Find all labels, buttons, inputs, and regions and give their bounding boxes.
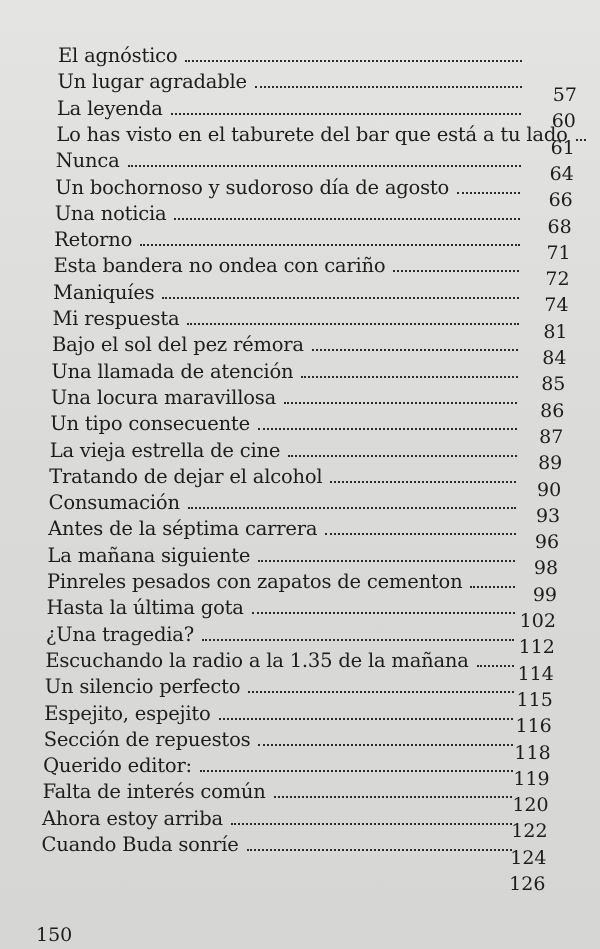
dot-leader [247, 849, 512, 851]
toc-entry-title: Un bochornoso y sudoroso día de agosto [55, 175, 450, 199]
toc-page-number: 126 [509, 873, 546, 895]
dot-leader [248, 691, 513, 693]
toc-page-number: 64 [549, 162, 574, 185]
toc-page-number: 68 [547, 215, 572, 238]
dot-leader [457, 192, 520, 194]
dot-leader [325, 533, 515, 535]
toc-entry-title: La leyenda [56, 96, 163, 120]
dot-leader [312, 349, 518, 351]
toc-entry-title: Maniquíes [53, 280, 155, 304]
dot-leader [187, 323, 518, 325]
toc-page-number: 102 [519, 610, 556, 632]
toc-entry [42, 806, 518, 830]
toc-entry-title: Consumación [48, 491, 180, 515]
toc-entry-title: Espejito, espejito [44, 701, 211, 725]
dot-leader [393, 270, 519, 272]
toc-entry-title: Ahora estoy arriba [42, 806, 223, 830]
toc-entry [43, 782, 519, 802]
toc-entry-title: Un lugar agradable [57, 70, 247, 94]
toc-entry-title: La mañana siguiente [47, 543, 251, 567]
dot-leader [252, 612, 515, 614]
toc-entry [46, 598, 520, 618]
toc-page-number: 96 [534, 531, 560, 554]
toc-entry [50, 414, 523, 434]
toc-entry-title: Tratando de dejar el alcohol [49, 464, 323, 488]
toc-page-number: 84 [542, 347, 567, 369]
toc-page-number: 81 [543, 320, 568, 343]
toc-page-number: 114 [517, 662, 554, 685]
toc-entry-title: La vieja estrella de cine [49, 438, 281, 462]
toc-page-number: 122 [511, 820, 548, 843]
dot-leader [128, 165, 521, 167]
dot-leader [171, 113, 522, 115]
toc-entry-title: Retorno [54, 228, 133, 252]
toc-entry [43, 756, 518, 776]
toc-page-number: 112 [518, 636, 555, 659]
toc-entry [58, 46, 528, 66]
dot-leader [330, 481, 516, 483]
toc-page-number: 124 [510, 846, 547, 869]
toc-entry [49, 493, 522, 513]
dot-leader [274, 796, 513, 798]
toc-entry [52, 335, 524, 355]
toc-page-number: 74 [544, 294, 569, 317]
toc-entry-title: Escuchando la radio a la 1.35 de la mañana [45, 648, 469, 672]
toc-entry [53, 280, 525, 304]
toc-entry-title: Bajo el sol del pez rémora [51, 333, 304, 357]
dot-leader [576, 139, 586, 141]
toc-entry-title: Querido editor: [43, 754, 192, 778]
toc-entry [48, 519, 522, 539]
dot-leader [301, 376, 517, 378]
toc-entry-title: Nunca [55, 149, 120, 173]
toc-entry [56, 122, 568, 146]
dot-leader [140, 244, 519, 246]
toc-entry [51, 359, 523, 383]
dot-leader [188, 507, 516, 509]
page-number: 150 [36, 924, 73, 946]
toc-entry [45, 648, 520, 672]
toc-page-number: 115 [516, 688, 553, 711]
toc-entry [55, 175, 526, 199]
toc-page-number: 116 [515, 715, 552, 738]
toc-page-number: 98 [533, 557, 559, 580]
toc-page-number: 60 [551, 110, 576, 133]
toc-entry [49, 438, 523, 462]
toc-page-number: 66 [548, 189, 573, 212]
toc-page-number: 93 [535, 504, 561, 527]
toc-entry [54, 256, 526, 276]
toc-entry [53, 309, 525, 329]
dot-leader [200, 770, 513, 772]
toc-entry [47, 543, 522, 567]
dot-leader [255, 86, 522, 88]
toc-entry-title: Un silencio perfecto [44, 675, 241, 699]
toc-entry-title: Esta bandera no ondea con cariño [53, 254, 386, 278]
toc-page-number: 71 [546, 241, 571, 264]
dot-leader [162, 297, 518, 299]
toc-entry [47, 572, 521, 592]
toc-page-number: 99 [532, 583, 557, 606]
toc-page-number: 61 [550, 136, 575, 159]
toc-entry-title: Falta de interés común [42, 780, 266, 804]
toc-entry-title: Cuando Buda sonríe [41, 833, 239, 856]
toc-page-number: 120 [512, 794, 549, 817]
toc-entry-title: Pinreles pesados con zapatos de cementon [47, 570, 463, 593]
dot-leader [258, 428, 517, 430]
toc-page-number: 89 [538, 452, 563, 475]
dot-leader [258, 560, 515, 562]
toc-entry-title: Hasta la última gota [46, 596, 244, 620]
toc-entry-title: Una locura maravillosa [50, 385, 277, 409]
dot-leader [219, 718, 514, 720]
dot-leader [258, 744, 512, 746]
dot-leader [202, 639, 514, 641]
toc-page-number: 118 [514, 741, 551, 764]
toc-entry [57, 72, 527, 92]
toc-page-number: 119 [513, 767, 550, 790]
toc-entry [43, 727, 519, 751]
toc-entry [54, 201, 526, 225]
toc-entry [56, 96, 527, 120]
toc-page-number: 72 [545, 268, 570, 291]
toc-entry [44, 701, 519, 725]
toc-entry-title: ¿Una tragedia? [45, 622, 194, 646]
toc-page-number: 90 [537, 478, 562, 501]
toc-entry [50, 385, 524, 409]
dot-leader [470, 586, 515, 588]
toc-entry-title: Una noticia [54, 201, 167, 225]
toc-entry [42, 835, 518, 855]
toc-entry [49, 464, 522, 488]
toc-page-number: 87 [539, 425, 564, 448]
dot-leader [284, 402, 517, 404]
dot-leader [174, 218, 519, 220]
toc-entry [45, 677, 520, 697]
toc-entry [54, 230, 525, 250]
toc-entry [56, 151, 527, 171]
toc-entry-title: Antes de la séptima carrera [48, 517, 318, 541]
dot-leader [231, 823, 512, 825]
toc-entry-title: El agnóstico [58, 44, 178, 67]
dot-leader [185, 60, 522, 62]
toc-page-number: 86 [540, 399, 565, 422]
toc-entry-title: Una llamada de atención [51, 359, 294, 383]
toc-entry-title: Un tipo consecuente [50, 412, 250, 436]
toc-page-number: 57 [552, 84, 577, 106]
toc-entry-title: Lo has visto en el taburete del bar que está a tu lado [56, 122, 568, 146]
toc-entry-title: Sección de repuestos [43, 727, 251, 751]
toc-page-number: 85 [541, 373, 566, 396]
dot-leader [288, 455, 517, 457]
toc-entry [45, 622, 520, 646]
toc-entry-title: Mi respuesta [52, 307, 180, 330]
